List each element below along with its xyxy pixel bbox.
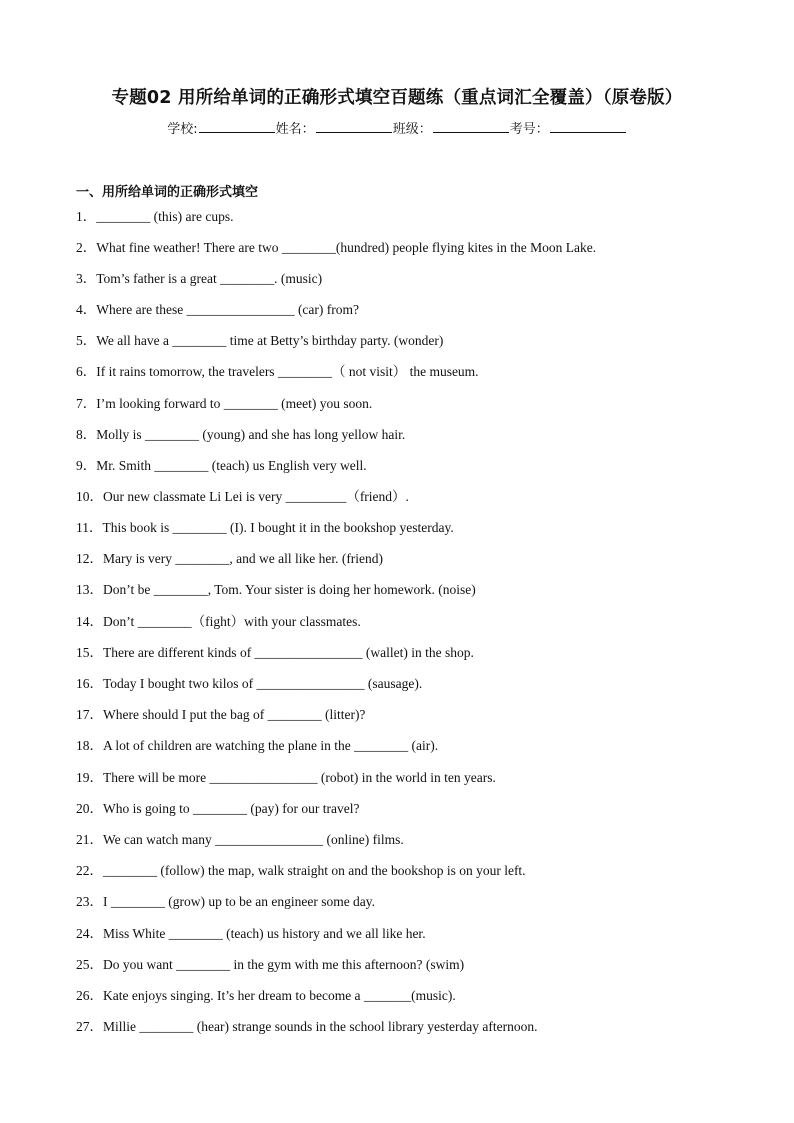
question-item	[76, 707, 756, 723]
question-number: 19．	[76, 770, 103, 785]
question-item	[76, 894, 756, 910]
question-number: 16．	[76, 676, 103, 691]
question-item	[76, 863, 756, 879]
question-item	[76, 1019, 756, 1035]
question-item	[76, 770, 756, 786]
question-text: I ________ (grow) up to be an engineer some day.	[103, 894, 376, 909]
question-item	[76, 209, 756, 225]
question-text: Today I bought two kilos of ________________ (sausage).	[103, 676, 423, 691]
question-text: I’m looking forward to ________ (meet) you soon.	[96, 396, 373, 411]
page-title: 专题02 用所给单词的正确形式填空百题练（重点词汇全覆盖）（原卷版）	[111, 88, 683, 108]
question-item	[76, 427, 756, 443]
question-text: There will be more ________________ (robot) in the world in ten years.	[103, 770, 496, 785]
student-info-line	[0, 118, 794, 137]
exam-number-label: 考号：	[509, 122, 549, 137]
question-text: Millie ________ (hear) strange sounds in the school library yesterday afternoon.	[103, 1019, 538, 1034]
question-number: 13．	[76, 582, 103, 597]
question-text: Don’t ________（fight）with your classmates.	[103, 614, 361, 629]
question-number: 1．	[76, 209, 97, 224]
question-item	[76, 957, 756, 973]
question-item	[76, 458, 756, 474]
question-number: 15．	[76, 645, 103, 660]
question-number: 8．	[76, 427, 97, 442]
question-item	[76, 302, 756, 318]
question-text: Miss White ________ (teach) us history and we all like her.	[103, 926, 426, 941]
question-text: A lot of children are watching the plane in the ________ (air).	[103, 738, 439, 753]
question-item	[76, 520, 756, 536]
question-number: 4．	[76, 302, 97, 317]
question-number: 23．	[76, 894, 103, 909]
question-text: ________ (follow) the map, walk straight on and the bookshop is on your left.	[103, 863, 526, 878]
question-number: 24．	[76, 926, 103, 941]
school-blank[interactable]	[199, 120, 275, 133]
question-text: Don’t be ________, Tom. Your sister is doing her homework. (noise)	[103, 582, 476, 597]
question-number: 9．	[76, 458, 97, 473]
question-text: Who is going to ________ (pay) for our travel?	[103, 801, 360, 816]
question-item	[76, 614, 756, 630]
question-item	[76, 582, 756, 598]
question-number: 22．	[76, 863, 103, 878]
question-number: 11．	[76, 520, 103, 535]
question-item	[76, 801, 756, 817]
section-title: 一、用所给单词的正确形式填空	[76, 185, 259, 200]
name-blank[interactable]	[316, 120, 392, 133]
question-number: 21．	[76, 832, 103, 847]
question-text: Do you want ________ in the gym with me this afternoon? (swim)	[103, 957, 465, 972]
question-item	[76, 396, 756, 412]
question-number: 14．	[76, 614, 103, 629]
question-text: We can watch many ________________ (online) films.	[103, 832, 404, 847]
question-item	[76, 926, 756, 942]
question-number: 10．	[76, 489, 103, 504]
question-text: Molly is ________ (young) and she has long yellow hair.	[96, 427, 406, 442]
question-item	[76, 676, 756, 692]
question-text: ________ (this) are cups.	[96, 209, 234, 224]
question-item	[76, 988, 756, 1004]
question-text: Mr. Smith ________ (teach) us English very well.	[96, 458, 367, 473]
question-text: If it rains tomorrow, the travelers ________（ not visit） the museum.	[96, 364, 479, 379]
question-text: What fine weather! There are two ________(hundred) people flying kites in the Moon Lake.	[96, 240, 597, 255]
question-text: Tom’s father is a great ________. (music)	[96, 271, 323, 286]
question-number: 20．	[76, 801, 103, 816]
question-item	[76, 240, 756, 256]
question-number: 25．	[76, 957, 103, 972]
question-item	[76, 551, 756, 567]
name-label: 姓名：	[275, 122, 315, 137]
question-text: Mary is very ________, and we all like her. (friend)	[103, 551, 384, 566]
question-text: Our new classmate Li Lei is very _________（friend）.	[103, 489, 409, 504]
question-number: 3．	[76, 271, 97, 286]
question-item	[76, 832, 756, 848]
question-number: 17．	[76, 707, 103, 722]
class-label: 班级：	[392, 122, 432, 137]
question-item	[76, 364, 756, 380]
question-number: 5．	[76, 333, 97, 348]
question-text: Where are these ________________ (car) from?	[96, 302, 360, 317]
question-number: 2．	[76, 240, 97, 255]
question-number: 26．	[76, 988, 103, 1003]
exam-number-blank[interactable]	[550, 120, 626, 133]
question-number: 27．	[76, 1019, 103, 1034]
question-number: 18．	[76, 738, 103, 753]
question-number: 12．	[76, 551, 103, 566]
question-number: 6．	[76, 364, 97, 379]
question-text: We all have a ________ time at Betty’s birthday party. (wonder)	[96, 333, 444, 348]
question-text: This book is ________ (I). I bought it in the bookshop yesterday.	[102, 520, 454, 535]
question-number: 7．	[76, 396, 97, 411]
question-item	[76, 333, 756, 349]
question-item	[76, 489, 756, 505]
question-item	[76, 645, 756, 661]
question-text: Kate enjoys singing. It’s her dream to become a _______(music).	[103, 988, 456, 1003]
school-label: 学校:	[167, 122, 198, 137]
class-blank[interactable]	[433, 120, 509, 133]
question-item	[76, 271, 756, 287]
question-text: Where should I put the bag of ________ (litter)?	[103, 707, 366, 722]
question-text: There are different kinds of ________________ (wallet) in the shop.	[103, 645, 474, 660]
question-item	[76, 738, 756, 754]
